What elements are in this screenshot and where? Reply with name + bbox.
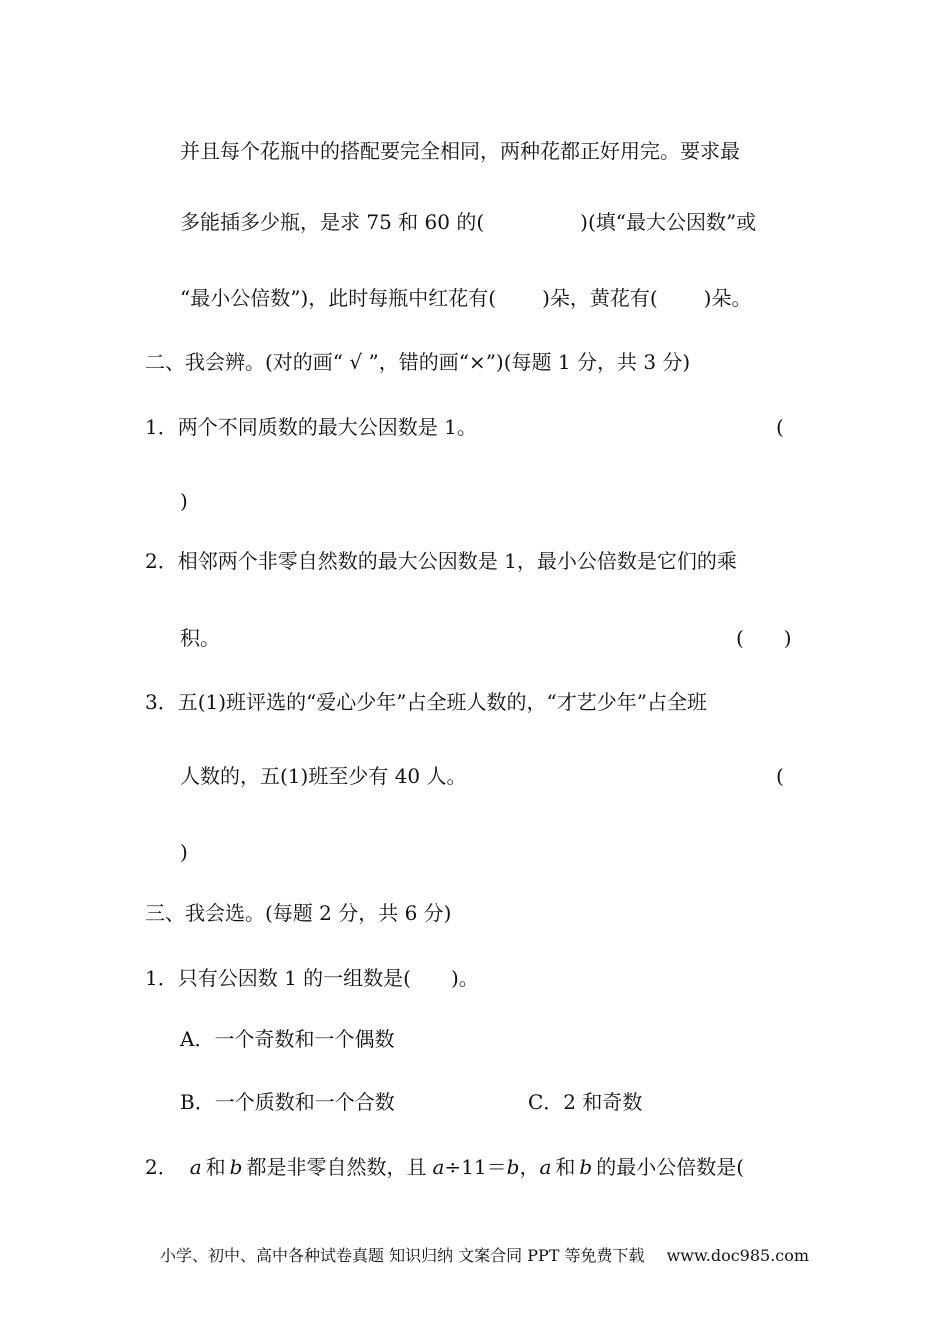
question-1 <box>145 964 479 992</box>
section-heading: 三、我会选。(每题 2 分，共 6 分) <box>145 901 452 925</box>
question-number: 1． <box>145 415 178 439</box>
footer-text: 小学、初中、高中各种试卷真题 知识归纳 文案合同 PPT 等免费下载 <box>160 1246 645 1265</box>
page-footer <box>160 1244 809 1268</box>
footer-site-link[interactable]: www.doc985.com <box>666 1246 810 1265</box>
variable-b: b <box>506 1155 520 1179</box>
question-1 <box>145 413 477 441</box>
intro-line-1: 并且每个花瓶中的搭配要完全相同，两种花都正好用完。要求最 <box>180 139 740 163</box>
option-b[interactable]: B．一个质数和一个合数 <box>180 1090 395 1114</box>
variable-a: a <box>539 1155 552 1179</box>
question-2-cont: 积。 <box>180 626 220 650</box>
intro-line-2 <box>180 208 756 236</box>
answer-paren-close[interactable]: ) <box>180 489 188 513</box>
section-heading: 二、我会辨。(对的画“ √ ”，错的画“×”)(每题 1 分，共 3 分) <box>145 350 691 374</box>
answer-paren-open[interactable]: ( <box>776 415 784 439</box>
answer-paren-open[interactable]: ( <box>776 764 784 788</box>
question-number: 3． <box>145 690 178 714</box>
intro-line-2-text: 多能插多少瓶，是求 75 和 60 的( <box>180 210 485 234</box>
question-number: 2． <box>145 1155 178 1179</box>
question-text: 只有公因数 1 的一组数是( )。 <box>177 966 479 990</box>
question-number: 1． <box>145 966 178 990</box>
question-text: 五(1)班评选的“爱心少年”占全班人数的，“才艺少年”占全班 <box>177 690 707 714</box>
question-text: 相邻两个非零自然数的最大公因数是 1，最小公倍数是它们的乘 <box>177 549 737 573</box>
question-2 <box>145 547 737 575</box>
answer-paren-close[interactable]: ) <box>180 840 188 864</box>
question-number: 2． <box>145 549 178 573</box>
question-3-cont: 人数的，五(1)班至少有 40 人。 <box>180 764 467 788</box>
option-a[interactable]: A．一个奇数和一个偶数 <box>180 1027 395 1051</box>
intro-line-3: “最小公倍数”)，此时每瓶中红花有( )朵，黄花有( )朵。 <box>180 286 752 310</box>
variable-b: b <box>579 1155 593 1179</box>
question-text: 两个不同质数的最大公因数是 1。 <box>177 415 477 439</box>
question-2: 2． a 和 b 都是非零自然数，且 a÷11＝b，a 和 b 的最小公倍数是( <box>145 1155 745 1179</box>
variable-b: b <box>229 1155 243 1179</box>
option-c[interactable]: C．2 和奇数 <box>528 1090 643 1114</box>
question-3 <box>145 688 707 716</box>
intro-line-2-tail: )(填“最大公因数”或 <box>580 210 757 234</box>
variable-a: a <box>189 1155 202 1179</box>
variable-a: a <box>432 1155 445 1179</box>
answer-paren[interactable]: ( ) <box>736 626 792 650</box>
